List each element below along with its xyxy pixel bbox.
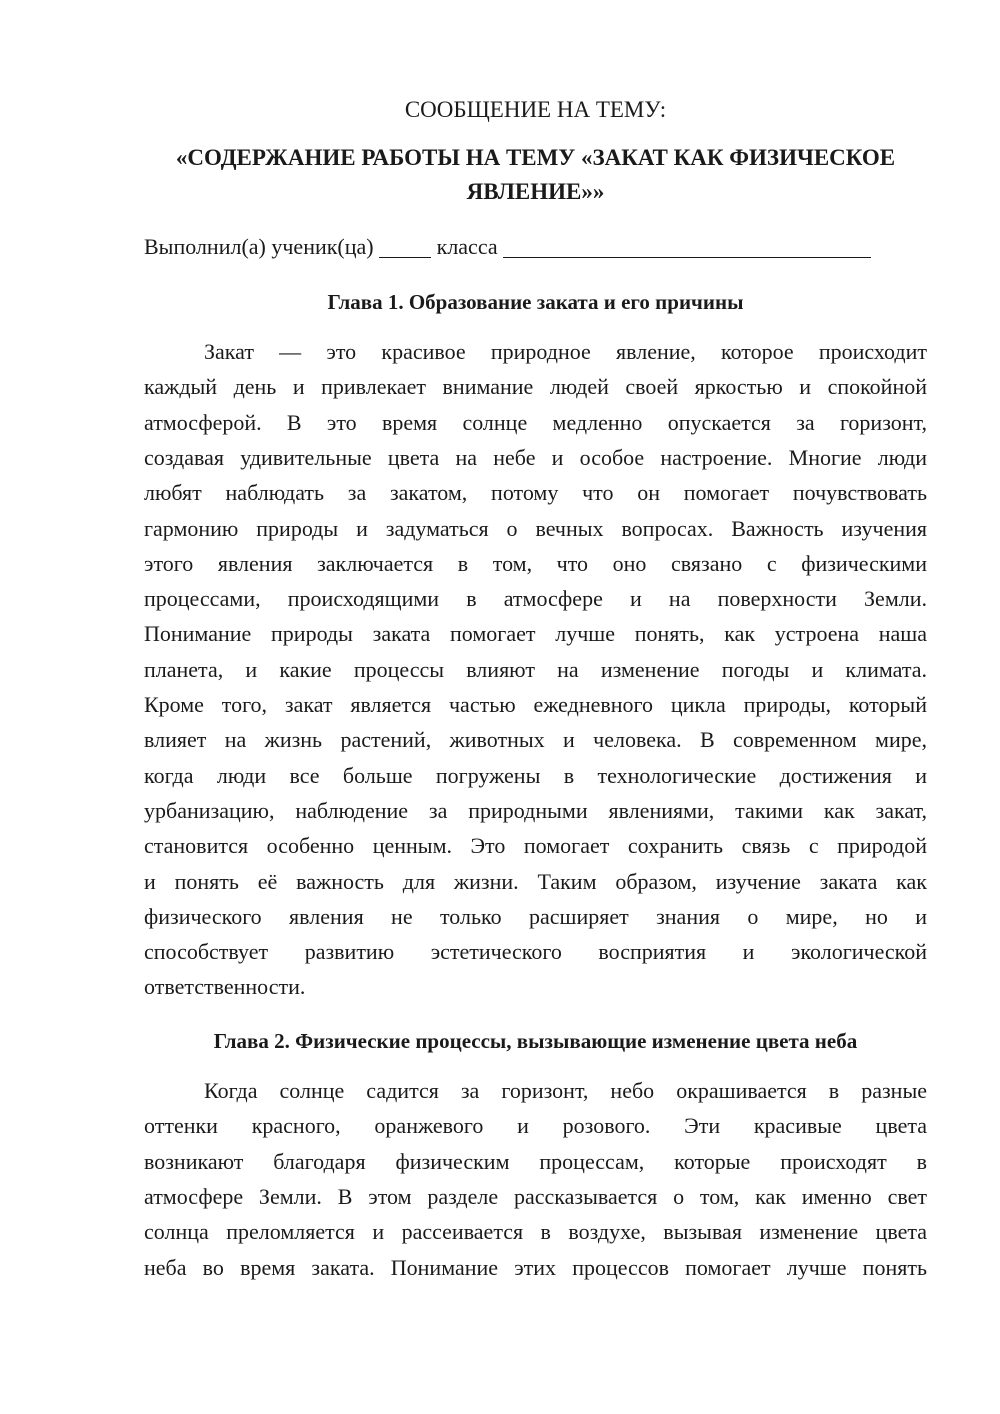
paragraph-line: способствует развитию эстетического восприятия и экологической [144,939,927,965]
paragraph-line: планета, и какие процессы влияют на изменение погоды и климата. [144,656,927,682]
chapter-1-title: Глава 1. Образование заката и его причины [327,290,744,314]
document-header-line-1: СООБЩЕНИЕ НА ТЕМУ: [404,97,667,122]
class-label: класса [436,234,498,259]
grade-blank-field[interactable] [379,231,431,258]
paragraph-line: ответственности. [144,974,306,1000]
student-info-line [144,230,927,264]
paragraph-line: когда люди все больше погружены в технологические достижения и [144,762,927,788]
paragraph-line: атмосферой. В это время солнце медленно опускается за горизонт, [144,409,927,435]
paragraph-line: любят наблюдать за закатом, потому что он помогает почувствовать [144,480,927,506]
paragraph-line: Кроме того, закат является частью ежедневного цикла природы, который [144,692,927,717]
paragraph-line: Когда солнце садится за горизонт, небо окрашивается в разные [204,1078,927,1103]
document-title-line-1: «СОДЕРЖАНИЕ РАБОТЫ НА ТЕМУ «ЗАКАТ КАК ФИЗИЧЕСКОЕ [175,145,896,170]
paragraph-line: процессами, происходящими в атмосфере и на поверхности Земли. [144,586,927,612]
paragraph-line: создавая удивительные цвета на небе и особое настроение. Многие люди [144,444,927,470]
paragraph-line: урбанизацию, наблюдение за природными явлениями, такими как закат, [144,797,927,823]
paragraph-line: солнца преломляется и рассеивается в воздухе, вызывая изменение цвета [144,1219,927,1245]
paragraph-line: становится особенно ценным. Это помогает сохранить связь с природой [144,833,927,859]
paragraph-line: гармонию природы и задуматься о вечных вопросах. Важность изучения [144,515,927,541]
paragraph-line: Закат — это красивое природное явление, которое происходит [204,339,927,364]
paragraph-line: физического явления не только расширяет знания о мире, но и [144,903,927,929]
paragraph-line: оттенки красного, оранжевого и розового. Эти красивые цвета [144,1113,927,1139]
paragraph-line: неба во время заката. Понимание этих процессов помогает лучше понять [144,1254,927,1280]
document-title-line-2: ЯВЛЕНИЕ»» [466,179,605,204]
paragraph-line: влияет на жизнь растений, животных и человека. В современном мире, [144,727,927,753]
chapter-2-title: Глава 2. Физические процессы, вызывающие изменение цвета неба [213,1029,858,1053]
paragraph-line: каждый день и привлекает внимание людей своей яркостью и спокойной [144,374,927,400]
paragraph-line: Понимание природы заката помогает лучше понять, как устроена наша [144,621,927,647]
paragraph-line: этого явления заключается в том, что оно связано с физическими [144,550,927,576]
name-blank-field[interactable] [503,231,871,258]
paragraph-line: и понять её важность для жизни. Таким образом, изучение заката как [144,868,927,894]
paragraph-line: возникают благодаря физическим процессам, которые происходят в [144,1148,927,1174]
paragraph-line: атмосфере Земли. В этом разделе рассказывается о том, как именно свет [144,1183,927,1209]
student-label: Выполнил(а) ученик(ца) [144,234,374,259]
